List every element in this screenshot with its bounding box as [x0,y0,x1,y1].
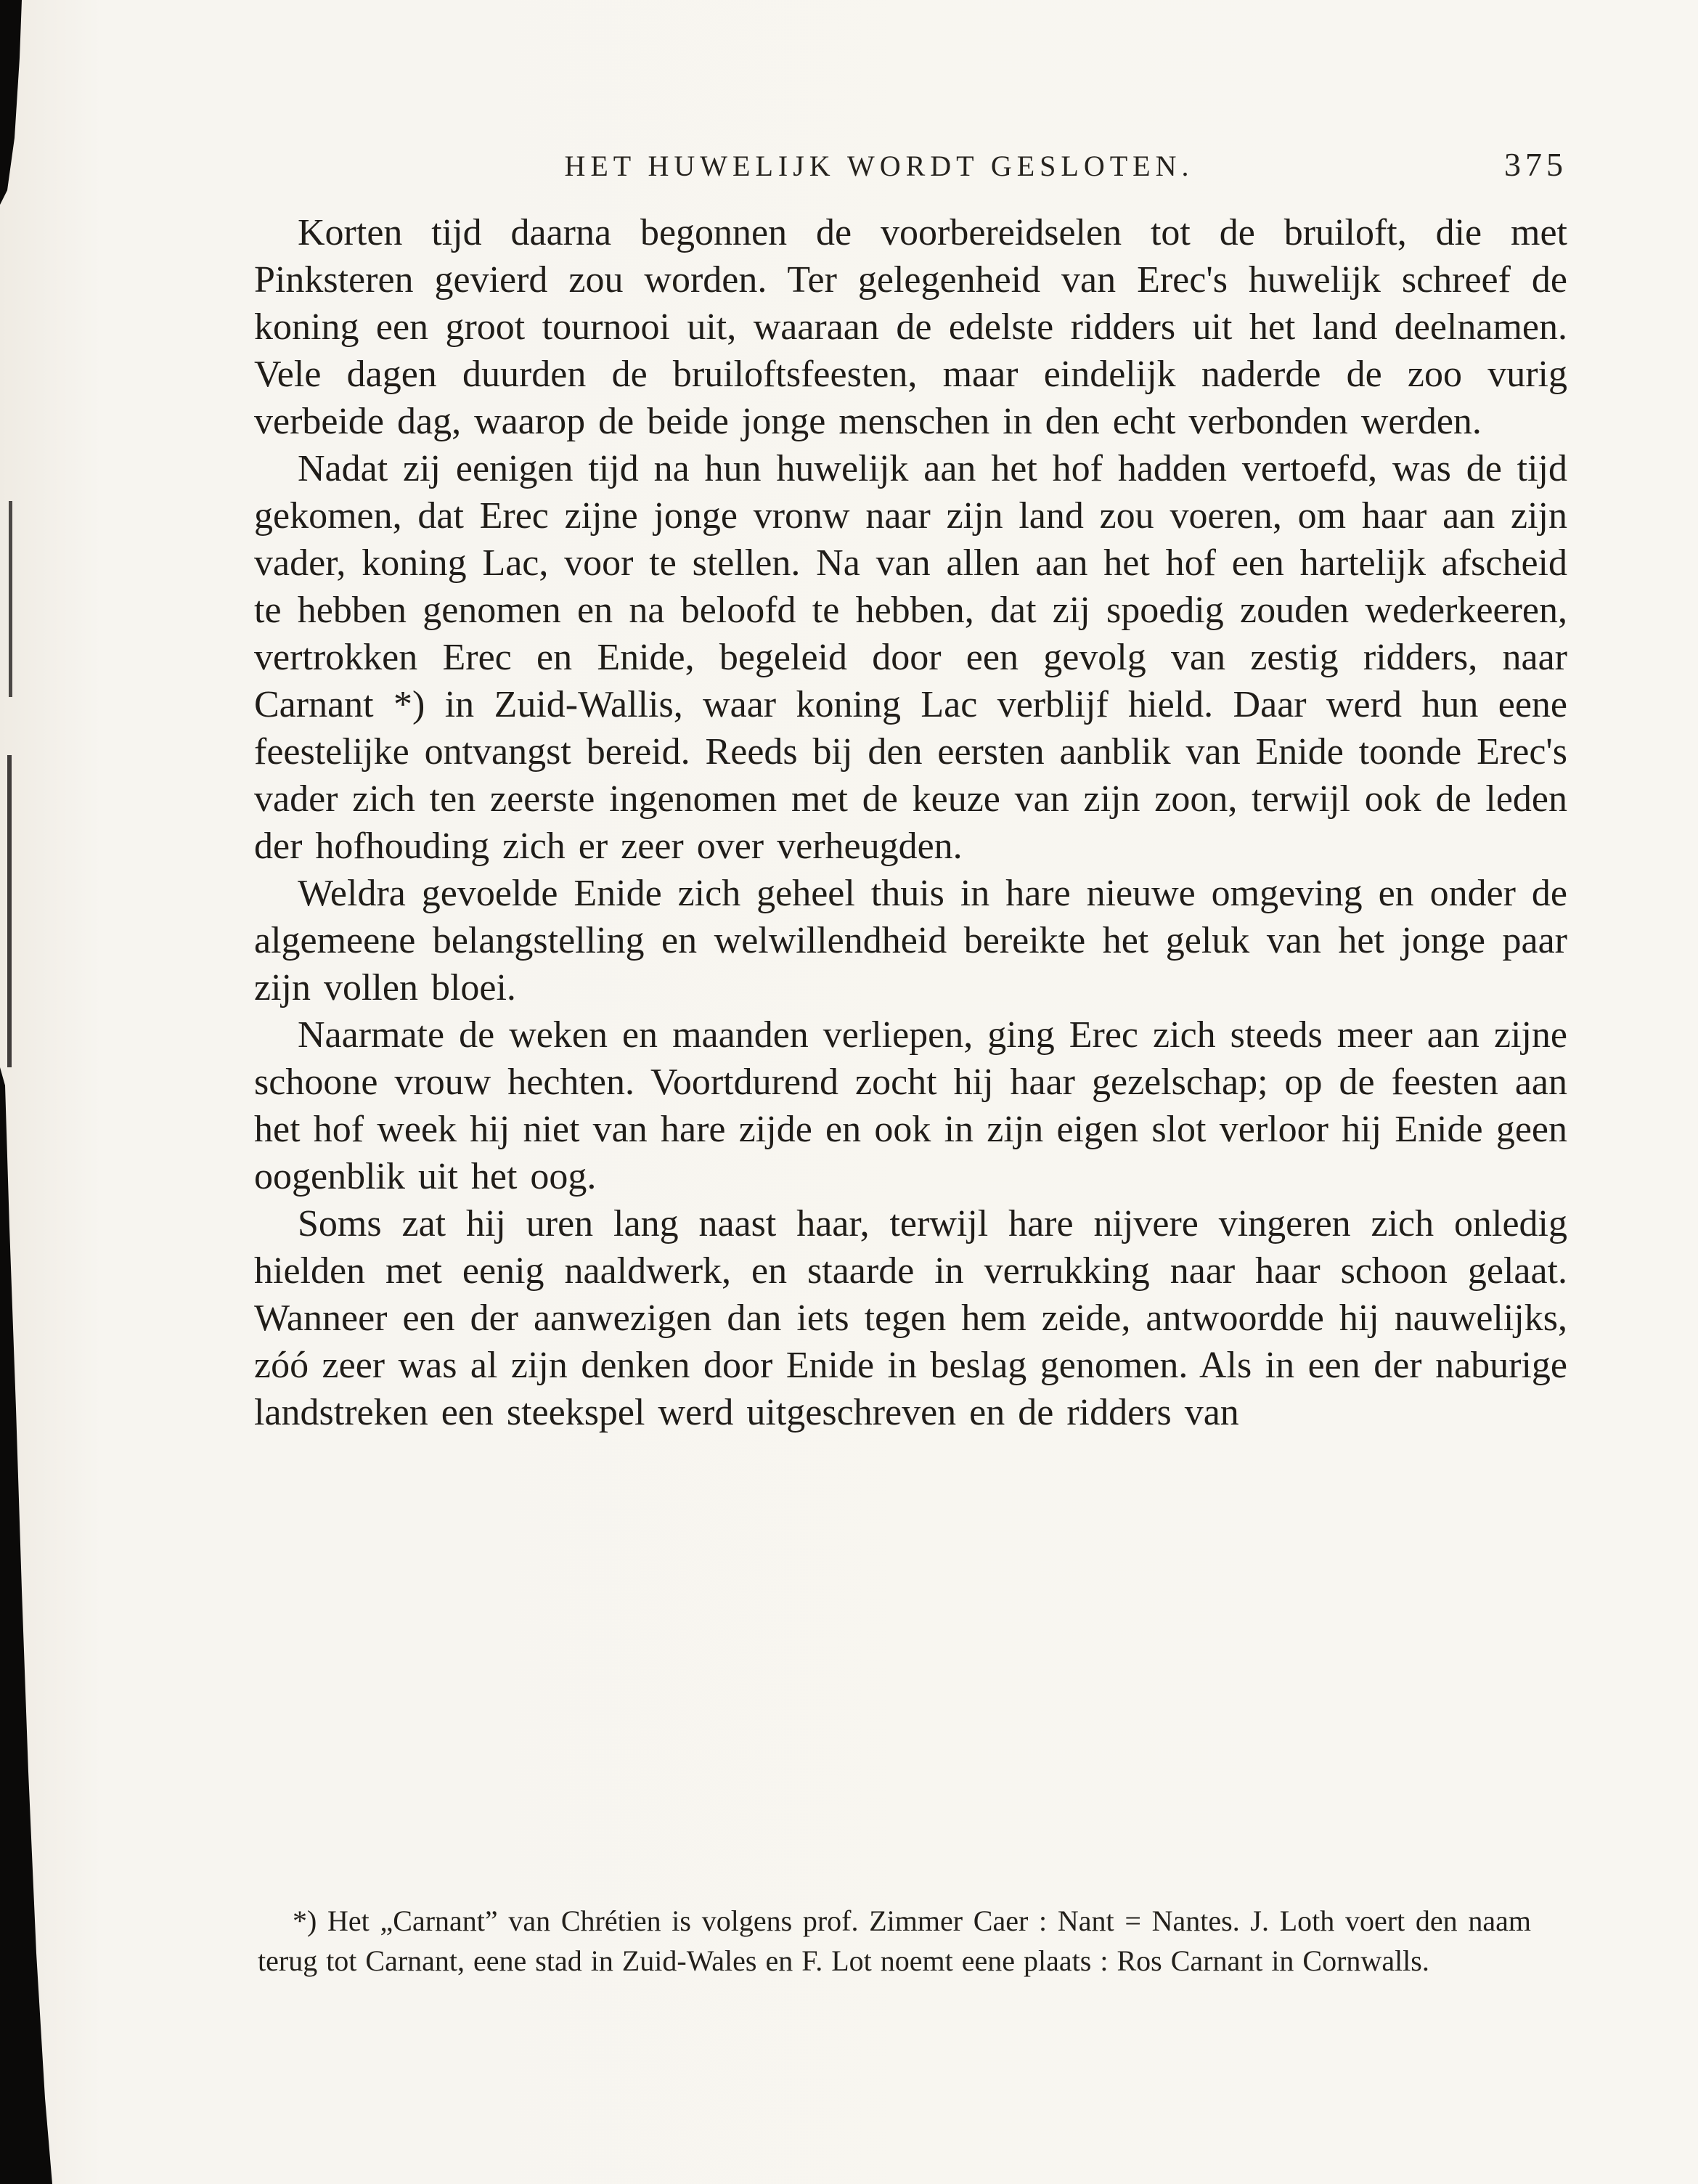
footnote [258,1901,1531,1981]
paragraph: Korten tijd daarna begonnen de voorbereidselen tot de bruiloft, die met Pinksteren gevierd zou worden. Ter gelegenheid van Erec's huwelijk schreef de koning een groot tournooi uit, waaraan de edelste ridders uit het land deelnamen. Vele dagen duurden de bruiloftsfeesten, maar eindelijk naderde de zoo vurig verbeide dag, waarop de beide jonge menschen in den echt verbonden werden. [254,212,1567,442]
footnote-text: *) Het „Carnant” van Chrétien is volgens prof. Zimmer Caer : Nant = Nantes. J. Loth voert den naam terug tot Carnant, eene stad in Zuid-Wales en F. Lot noemt eene plaats : Ros Carnant in Cornwalls. [258,1904,1531,1977]
running-header-title: HET HUWELIJK WORDT GESLOTEN. [564,150,1194,182]
page-number: 375 [1504,146,1567,183]
paragraph: Weldra gevoelde Enide zich geheel thuis in hare nieuwe omgeving en onder de algemeene belangstelling en welwillendheid bereikte het geluk van het jonge paar zijn vollen bloei. [254,873,1567,1009]
paragraph: Soms zat hij uren lang naast haar, terwijl hare nijvere vingeren zich onledig hielden met eenig naaldwerk, en staarde in verrukking naar haar schoon gelaat. Wanneer een der aanwezigen dan iets tegen hem zeide, antwoordde hij nauwelijks, zóó zeer was al zijn denken door Enide in beslag genomen. Als in een der naburige landstreken een steekspel werd uitgeschreven en de ridders van [254,1203,1567,1433]
scan-binding-artifact [0,0,65,2184]
paragraph: Nadat zij eenigen tijd na hun huwelijk aan het hof hadden vertoefd, was de tijd gekomen, dat Erec zijne jonge vronw naar zijn land zou voeren, om haar aan zijn vader, koning Lac, voor te stellen. Na van allen aan het hof een hartelijk afscheid te hebben genomen en na beloofd te hebben, dat zij spoedig zouden wederkeeren, vertrokken Erec en Enide, begeleid door een gevolg van zestig ridders, naar Carnant *) in Zuid-Wallis, waar koning Lac verblijf hield. Daar werd hun eene feestelijke ontvangst bereid. Reeds bij den eersten aanblik van Enide toonde Erec's vader zich ten zeerste ingenomen met de keuze van zijn zoon, terwijl ook de leden der hofhouding zich er zeer over verheugden. [254,448,1567,867]
paragraph: Naarmate de weken en maanden verliepen, ging Erec zich steeds meer aan zijne schoone vrouw hechten. Voortdurend zocht hij haar gezelschap; op de feesten aan het hof week hij niet van hare zijde en ook in zijn eigen slot verloor hij Enide geen oogenblik uit het oog. [254,1014,1567,1197]
body-text [254,209,1567,1436]
page-header [254,145,1567,184]
